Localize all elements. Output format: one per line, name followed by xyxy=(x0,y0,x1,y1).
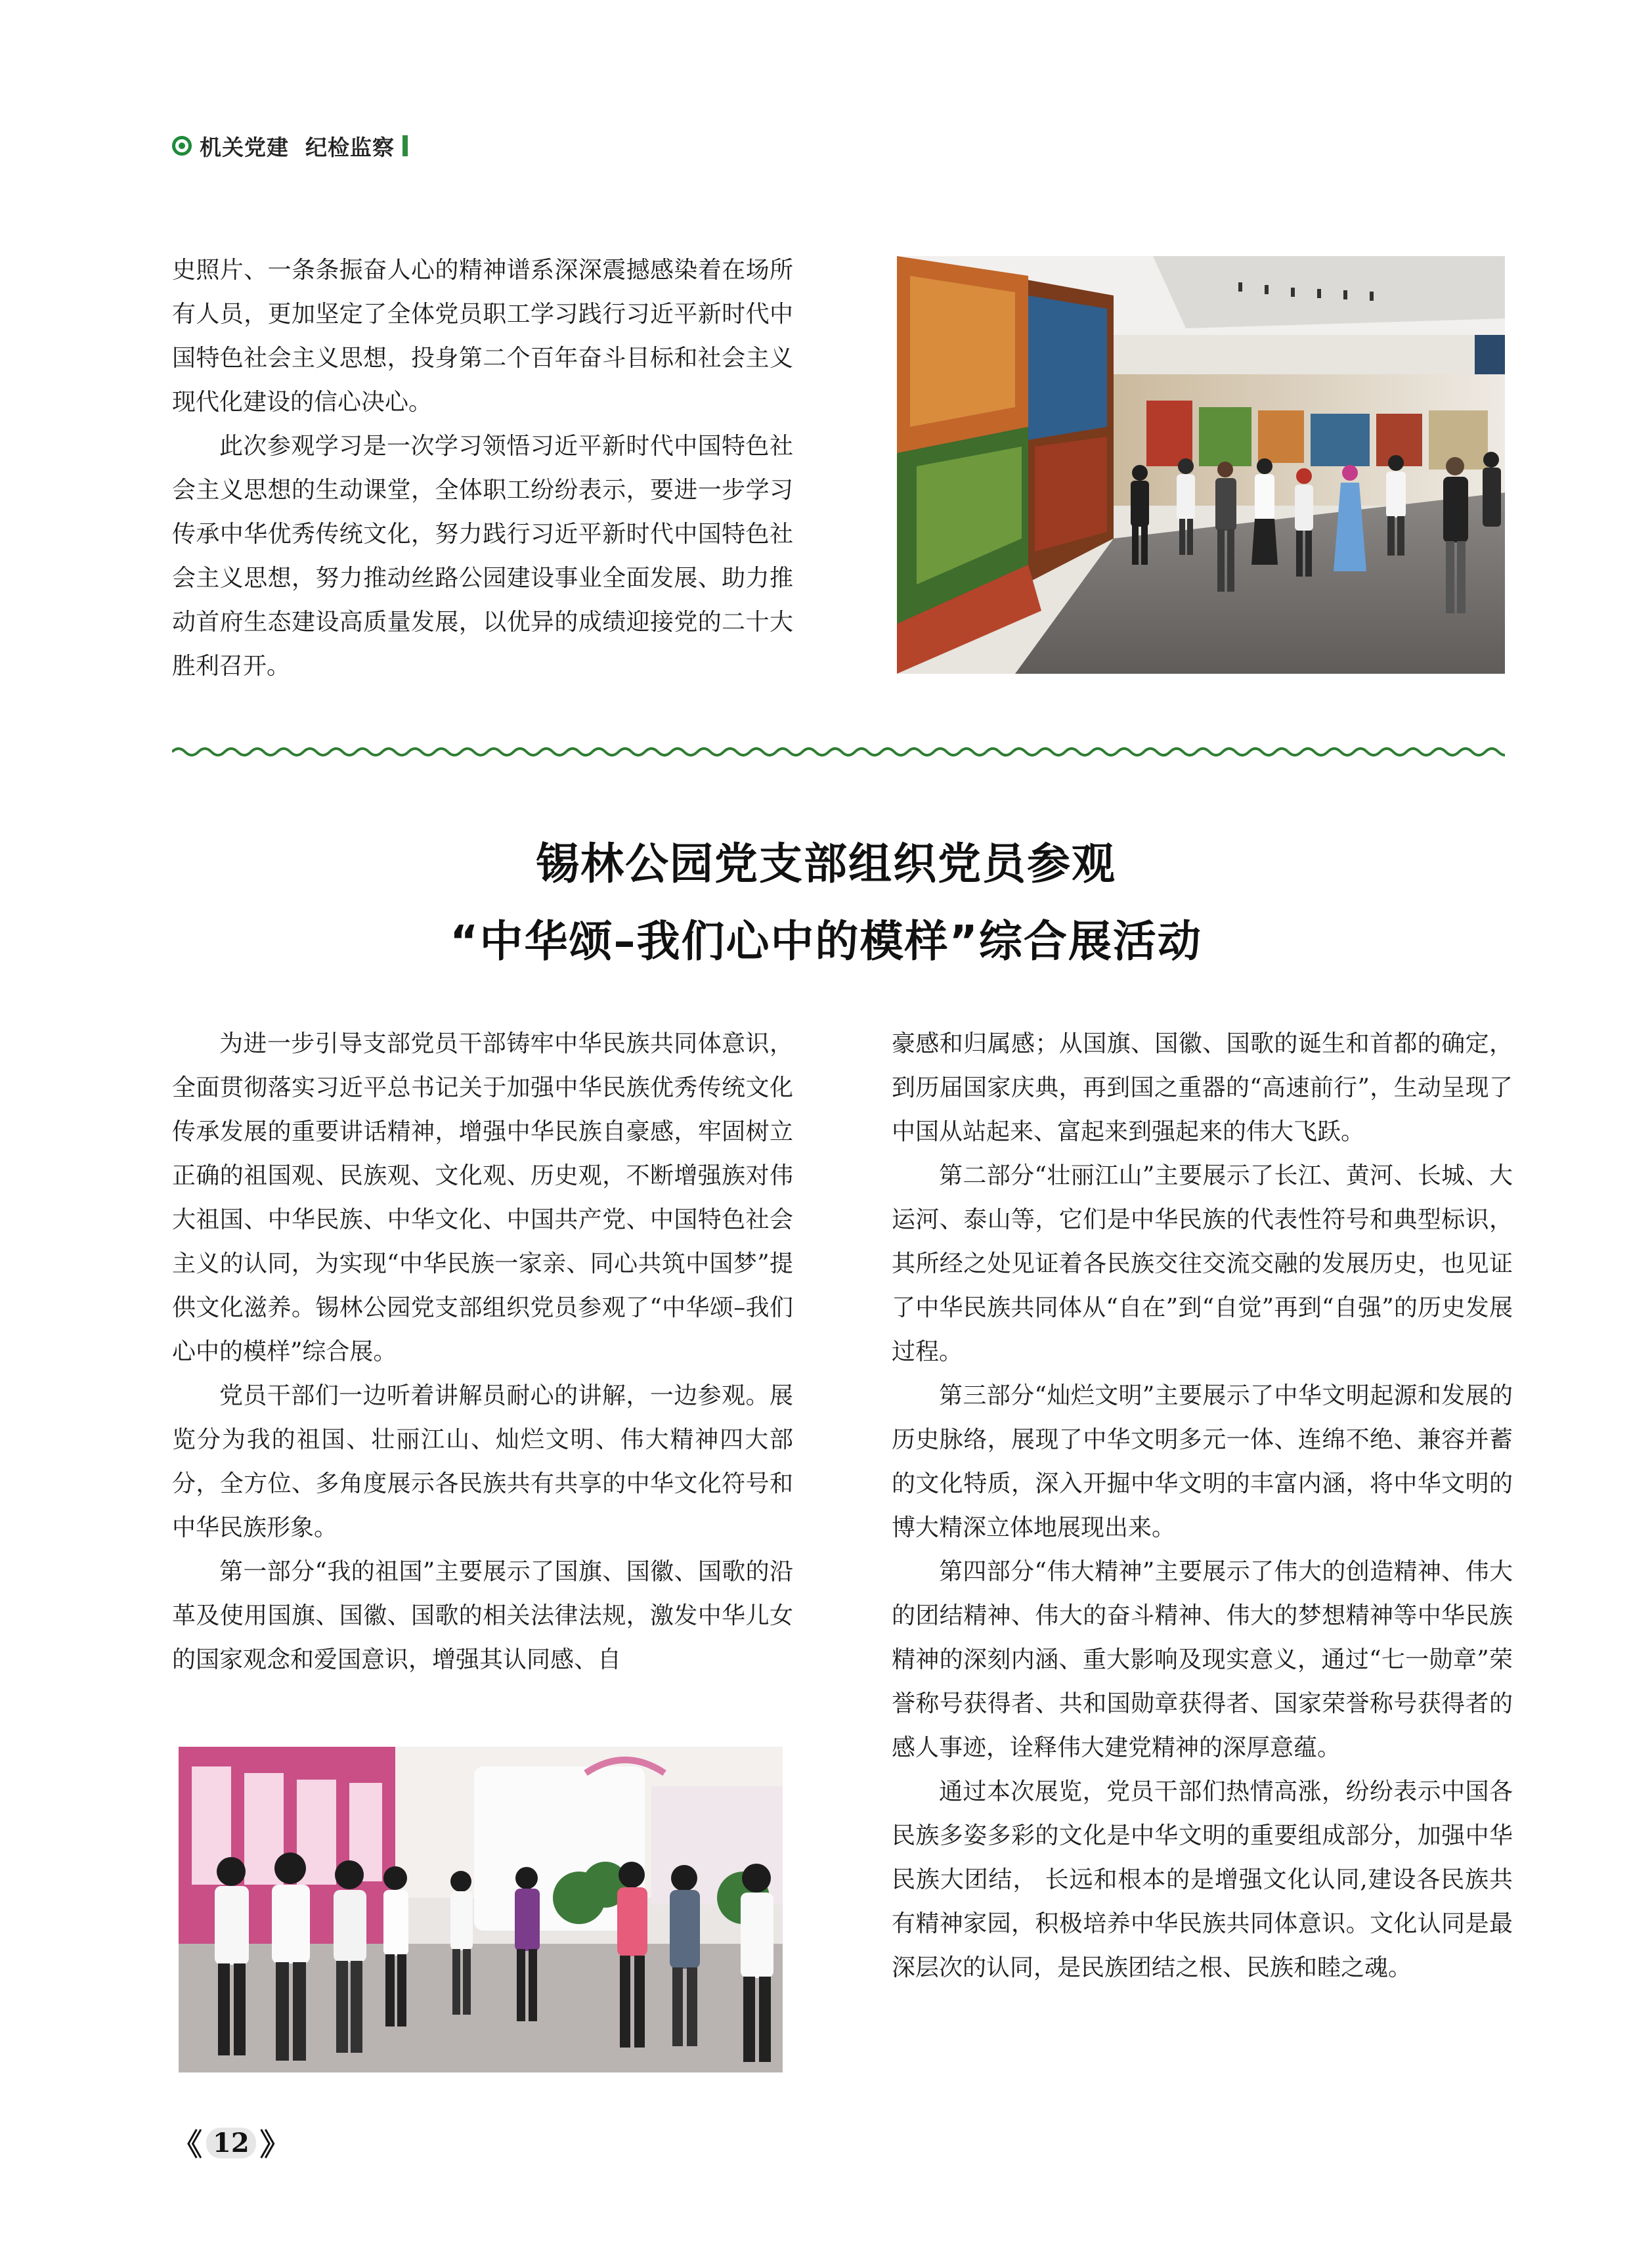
body-paragraph-conclusion: 通过本次展览，党员干部们热情高涨，纷纷表示中国各民族多姿多彩的文化是中华文明的重要组成部分，加强中华民族大团结， 长远和根本的是增强文化认同,建设各民族共有精神家园，积极培养中华民族共同体意识。文化认同是最深层次的认同，是民族团结之根、民族和睦之魂。 xyxy=(892,1778,1513,1981)
chevron-right-icon: 》 xyxy=(259,2127,290,2162)
article-title-line-2: “中华颂–我们心中的模样”综合展活动 xyxy=(450,916,1202,967)
right-text-column xyxy=(892,1022,1513,1990)
exhibition-hall-illustration xyxy=(897,256,1505,674)
section-header xyxy=(172,129,408,163)
section-label: 机关党建 纪检监察 xyxy=(200,134,395,160)
top-paragraph-2: 此次参观学习是一次学习领悟习近平新时代中国特色社会主义思想的生动课堂，全体职工纷纷表示，要进一步学习传承中华优秀传统文化，努力践行习近平新时代中国特色社会主义思想，努力推动丝路公园建设事业全面发展、助力推动首府生态建设高质量发展，以优异的成绩迎接党的二十大胜利召开。 xyxy=(172,433,793,680)
top-text-column xyxy=(172,248,793,688)
left-text-column xyxy=(172,1022,793,1682)
body-paragraph-part-one: 第一部分“我的祖国”主要展示了国旗、国徽、国歌的沿革及使用国旗、国徽、国歌的相关法律法规，激发中华儿女的国家观念和爱国意识，增强其认同感、自 xyxy=(172,1558,793,1673)
wavy-divider xyxy=(172,743,1505,760)
accent-bar xyxy=(402,135,408,156)
top-paragraph-1: 史照片、一条条振奋人心的精神谱系深深震撼感染着在场所有人员，更加坚定了全体党员职工学习践行习近平新时代中国特色社会主义思想，投身第二个百年奋斗目标和社会主义现代化建设的信心决心。 xyxy=(172,257,793,416)
visitors-group-photo xyxy=(179,1747,783,2072)
body-paragraph-intro: 为进一步引导支部党员干部铸牢中华民族共同体意识，全面贯彻落实习近平总书记关于加强中华民族优秀传统文化传承发展的重要讲话精神，增强中华民族自豪感，牢固树立正确的祖国观、民族观、文化观、历史观，不断增强族对伟大祖国、中华民族、中华文化、中国共产党、中国特色社会主义的认同，为实现“中华民族一家亲、同心共筑中国梦”提供文化滋养。锡林公园党支部组织党员参观了“中华颂–我们心中的模样”综合展。 xyxy=(172,1030,793,1365)
body-paragraph-part-one-cont: 豪感和归属感；从国旗、国徽、国歌的诞生和首都的确定，到历届国家庆典，再到国之重器的“高速前行”，生动呈现了中国从站起来、富起来到强起来的伟大飞跃。 xyxy=(892,1030,1513,1145)
body-paragraph-part-four: 第四部分“伟大精神”主要展示了伟大的创造精神、伟大的团结精神、伟大的奋斗精神、伟大的梦想精神等中华民族精神的深刻内涵、重大影响及现实意义，通过“七一勋章”荣誉称号获得者、共和国勋章获得者、国家荣誉称号获得者的感人事迹，诠释伟大建党精神的深厚意蕴。 xyxy=(892,1558,1513,1761)
article-title-line-1: 锡林公园党支部组织党员参观 xyxy=(536,839,1116,889)
exhibition-hall-photo xyxy=(897,256,1505,674)
page-number xyxy=(172,2121,290,2164)
target-circle-icon xyxy=(172,136,192,156)
body-paragraph-part-two: 第二部分“壮丽江山”主要展示了长江、黄河、长城、大运河、泰山等，它们是中华民族的代表性符号和典型标识，其所经之处见证着各民族交往交流交融的发展历史，也见证了中华民族共同体从“自在”到“自觉”再到“自强”的历史发展过程。 xyxy=(892,1162,1513,1365)
body-paragraph-part-three: 第三部分“灿烂文明”主要展示了中华文明起源和发展的历史脉络，展现了中华文明多元一体、连绵不绝、兼容并蓄的文化特质，深入开掘中华文明的丰富内涵，将中华文明的博大精深立体地展现出来。 xyxy=(892,1382,1513,1541)
chevron-left-icon: 《 xyxy=(172,2127,202,2162)
body-paragraph-visit: 党员干部们一边听着讲解员耐心的讲解，一边参观。展览分为我的祖国、壮丽江山、灿烂文明、伟大精神四大部分，全方位、多角度展示各民族共有共享的中华文化符号和中华民族形象。 xyxy=(172,1382,793,1541)
visitors-group-illustration xyxy=(179,1747,783,2072)
page-number-value: 12 xyxy=(206,2128,256,2158)
